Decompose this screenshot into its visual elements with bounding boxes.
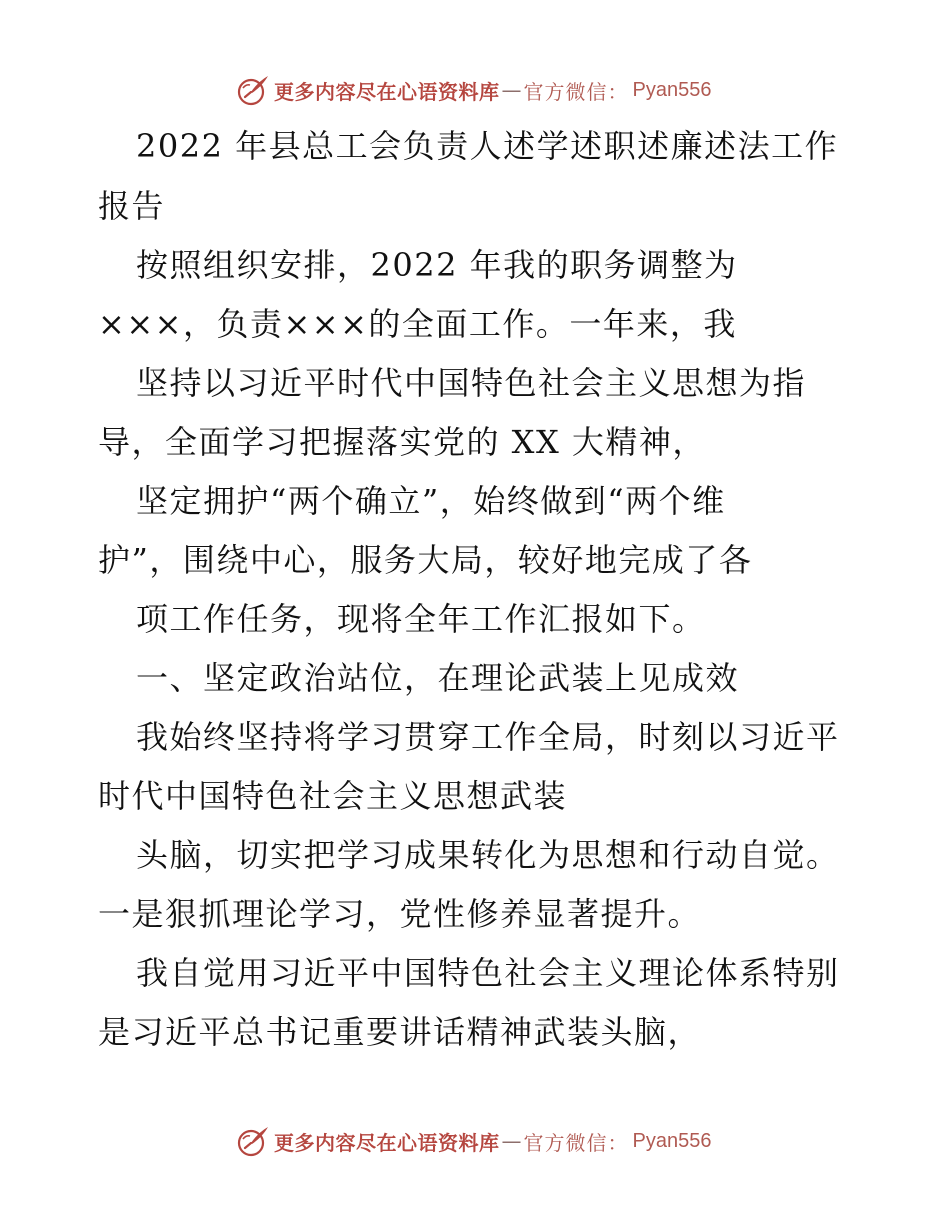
watermark-sub-text: 官方微信：	[523, 1130, 629, 1155]
header-watermark	[236, 72, 711, 108]
doc-paragraph-line: 护”，围绕中心，服务大局，较好地完成了各	[98, 541, 753, 579]
doc-paragraph-line: 时代中国特色社会主义思想武装	[98, 777, 568, 815]
watermark-dash: —	[501, 1129, 522, 1153]
doc-paragraph-line: ×××，负责×××的全面工作。一年来，我	[98, 305, 737, 343]
doc-paragraph-line: 一是狠抓理论学习，党性修养显著提升。	[98, 895, 702, 933]
doc-paragraph-line: 我自觉用习近平中国特色社会主义理论体系特别	[136, 954, 840, 992]
doc-section-heading: 一、坚定政治站位，在理论武装上见成效	[136, 659, 740, 697]
quill-logo-icon	[236, 1124, 270, 1158]
footer-watermark	[236, 1123, 711, 1159]
watermark-wechat-id: Pyan556	[632, 78, 712, 101]
watermark-sub-text: 官方微信：	[523, 79, 629, 104]
doc-paragraph-line: 导，全面学习把握落实党的 XX 大精神，	[98, 423, 706, 461]
watermark-main-text: 更多内容尽在心语资料库	[274, 1130, 500, 1155]
doc-paragraph-line: 坚持以习近平时代中国特色社会主义思想为指	[136, 364, 807, 402]
watermark-wechat-id: Pyan556	[632, 1129, 712, 1152]
doc-title-line-1: 2022 年县总工会负责人述学述职述廉述法工作	[136, 127, 839, 165]
watermark-dash: —	[501, 78, 522, 102]
doc-paragraph-line: 坚定拥护“两个确立”，始终做到“两个维	[136, 482, 726, 520]
doc-paragraph-line: 项工作任务，现将全年工作汇报如下。	[136, 600, 706, 638]
doc-paragraph-line: 按照组织安排，2022 年我的职务调整为	[136, 246, 738, 284]
doc-title-line-2: 报告	[98, 187, 166, 225]
doc-paragraph-line: 是习近平总书记重要讲话精神武装头脑，	[98, 1013, 702, 1051]
doc-paragraph-line: 我始终坚持将学习贯穿工作全局，时刻以习近平	[136, 718, 840, 756]
quill-logo-icon	[236, 73, 270, 107]
doc-paragraph-line: 头脑，切实把学习成果转化为思想和行动自觉。	[136, 836, 840, 874]
watermark-main-text: 更多内容尽在心语资料库	[274, 79, 500, 104]
